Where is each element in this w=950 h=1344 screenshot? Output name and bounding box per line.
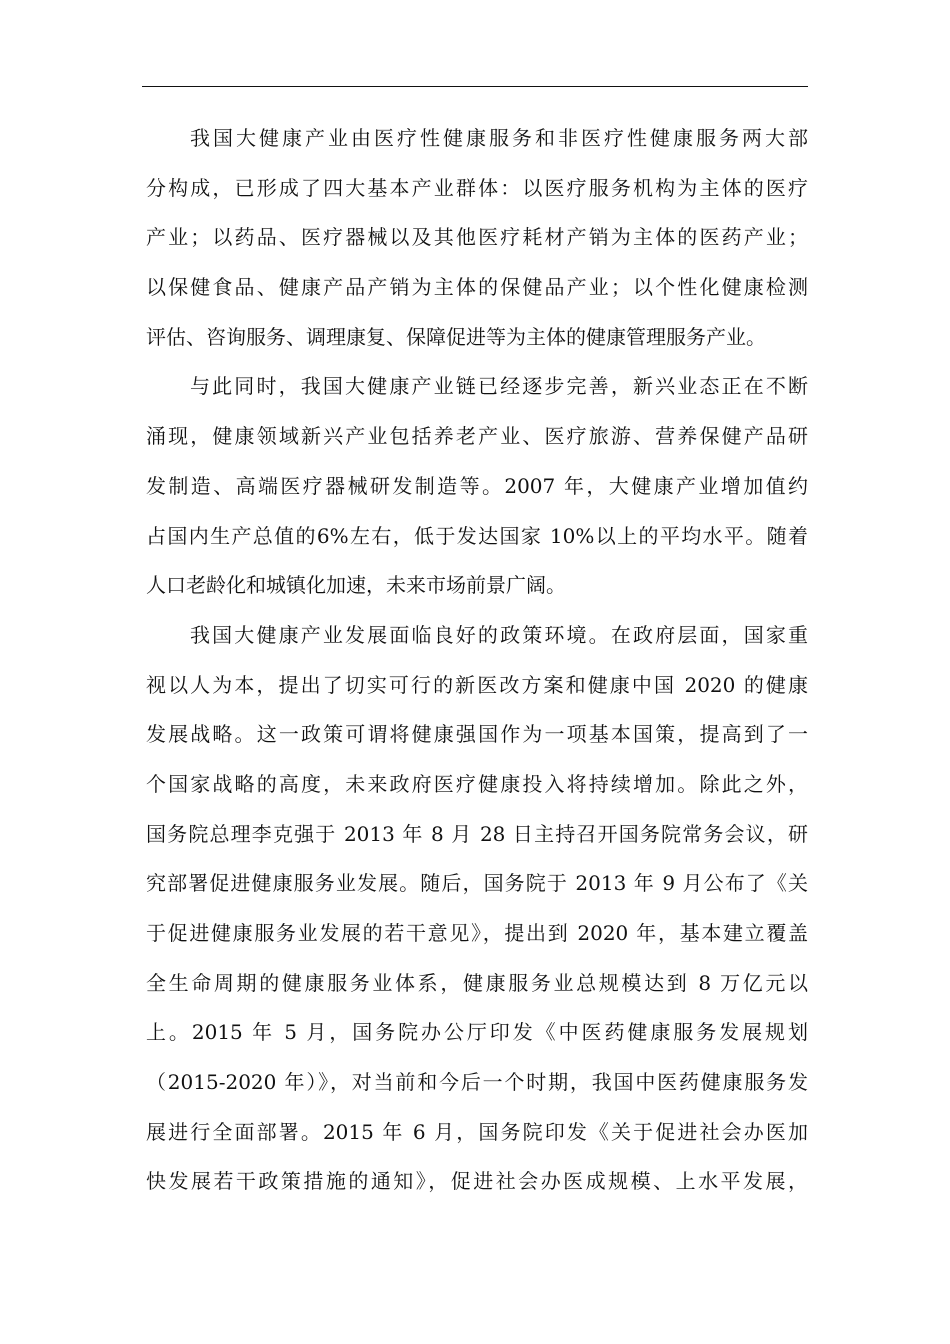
text-line: 全生命周期的健康服务业体系，健康服务业总规模达到 8 万亿元以 — [146, 970, 808, 995]
text-line: 以保健食品、健康产品产销为主体的保健品产业；以个性化健康检测 — [146, 275, 808, 300]
text-line: 涌现，健康领域新兴产业包括养老产业、医疗旅游、营养保健产品研 — [146, 424, 808, 449]
text-line: 发制造、高端医疗器械研发制造等。2007 年，大健康产业增加值约 — [146, 473, 808, 498]
text-line: 究部署促进健康服务业发展。随后，国务院于 2013 年 9 月公布了《关 — [146, 871, 808, 896]
text-line: 于促进健康服务业发展的若干意见》，提出到 2020 年，基本建立覆盖 — [146, 921, 808, 945]
paragraph — [146, 114, 808, 362]
text-line: 占国内生产总值的6%左右，低于发达国家 10%以上的平均水平。随着 — [146, 523, 808, 548]
text-line: 上。2015 年 5 月，国务院办公厅印发《中医药健康服务发展规划 — [146, 1020, 808, 1045]
text-line: 与此同时，我国大健康产业链已经逐步完善，新兴业态正在不断 — [190, 374, 808, 399]
text-line: 人口老龄化和城镇化加速，未来市场前景广阔。 — [146, 573, 566, 598]
paragraph — [146, 611, 808, 1207]
text-line: 评估、咨询服务、调理康复、保障促进等为主体的健康管理服务产业。 — [146, 324, 766, 349]
text-line: 展进行全面部署。2015 年 6 月，国务院印发《关于促进社会办医加 — [146, 1119, 808, 1144]
document-body — [146, 114, 808, 1207]
text-line: 产业；以药品、医疗器械以及其他医疗耗材产销为主体的医药产业； — [146, 225, 808, 250]
text-line: 发展战略。这一政策可谓将健康强国作为一项基本国策，提高到了一 — [146, 722, 808, 747]
text-line: 分构成，已形成了四大基本产业群体：以医疗服务机构为主体的医疗 — [146, 175, 808, 200]
text-line: 我国大健康产业发展面临良好的政策环境。在政府层面，国家重 — [190, 622, 808, 647]
text-line: 国务院总理李克强于 2013 年 8 月 28 日主持召开国务院常务会议，研 — [146, 821, 808, 846]
header-rule — [142, 86, 808, 87]
text-line: 视以人为本，提出了切实可行的新医改方案和健康中国 2020 的健康 — [146, 672, 808, 697]
text-line: （2015-2020 年）》，对当前和今后一个时期，我国中医药健康服务发 — [146, 1070, 808, 1095]
text-line: 个国家战略的高度，未来政府医疗健康投入将持续增加。除此之外， — [146, 771, 808, 796]
paragraph — [146, 362, 808, 610]
text-line: 快发展若干政策措施的通知》，促进社会办医成规模、上水平发展， — [146, 1169, 808, 1194]
text-line: 我国大健康产业由医疗性健康服务和非医疗性健康服务两大部 — [190, 126, 808, 150]
